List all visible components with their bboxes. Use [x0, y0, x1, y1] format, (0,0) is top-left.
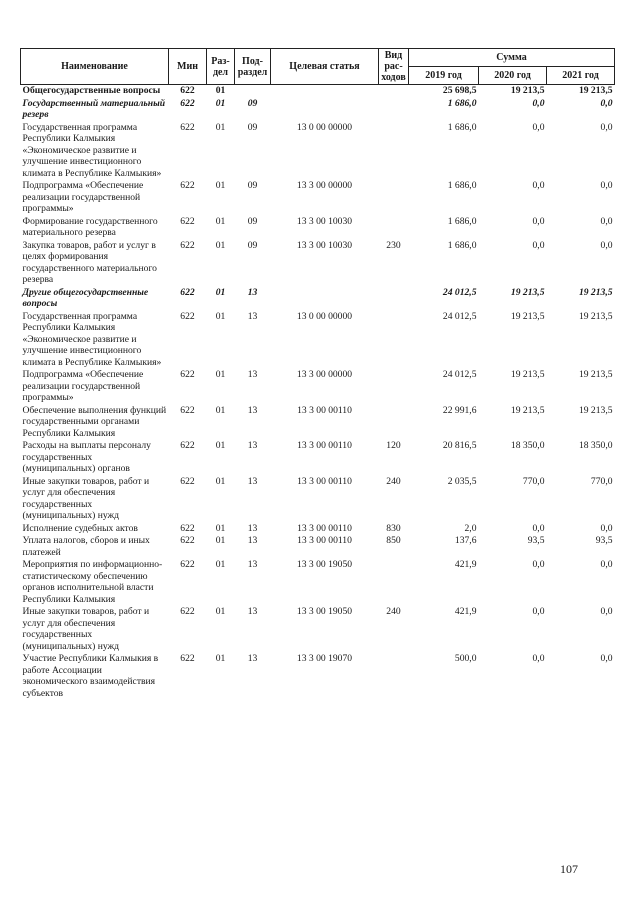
row-sum-2020: 0,0 [532, 121, 545, 133]
row-vid [379, 215, 409, 239]
row-name: Формирование государственного материального резерва [22, 215, 158, 238]
row-sum-2019: 20 816,5 [442, 440, 477, 451]
header-2021: 2021 год [547, 67, 615, 85]
row-razdel: 01 [215, 606, 226, 617]
row-statya: 13 3 00 00110 [297, 404, 352, 416]
row-podrazdel: 13 [247, 286, 258, 298]
table-row [21, 215, 615, 239]
row-sum-2021: 19 213,5 [578, 310, 613, 322]
row-sum-2019: 2 035,5 [447, 475, 477, 487]
row-vid [379, 121, 409, 180]
row-sum-2020: 0,0 [532, 653, 545, 664]
row-vid: 230 [386, 239, 401, 251]
row-razdel: 01 [215, 97, 226, 109]
row-name: Государственная программа Республики Калмыкия «Экономическое развитие и улучшение инвестиционного климата в Республике Калмыкия» [22, 310, 162, 368]
row-podrazdel: 09 [247, 121, 258, 133]
row-podrazdel: 13 [247, 606, 258, 617]
row-name: Закупка товаров, работ и услуг в целях формирования государственного материального резерва [22, 239, 157, 285]
row-statya: 13 3 00 19050 [296, 606, 353, 617]
row-podrazdel: 09 [247, 215, 258, 227]
row-sum-2021: 0,0 [600, 121, 613, 133]
row-sum-2019: 1 686,0 [447, 239, 477, 251]
row-sum-2021: 770,0 [590, 475, 613, 487]
row-vid: 240 [386, 606, 401, 617]
row-sum-2020: 19 213,5 [510, 85, 545, 96]
table-row [21, 121, 615, 180]
row-name: Обеспечение выполнения функций государственными органами Республики Калмыкия [22, 404, 167, 439]
row-vid: 850 [386, 535, 401, 546]
row-min: 622 [180, 653, 195, 664]
row-vid [379, 179, 409, 215]
row-podrazdel: 13 [247, 440, 258, 451]
row-name: Мероприятия по информационно-статистическому обеспечению органов исполнительной власти Республики Калмыкия [22, 559, 163, 605]
row-razdel: 01 [215, 522, 226, 534]
header-razdel: Раз-дел [207, 49, 235, 85]
budget-table [20, 48, 615, 699]
row-sum-2019: 1 686,0 [447, 215, 477, 227]
row-sum-2020: 19 213,5 [510, 404, 545, 416]
row-statya: 13 3 00 00000 [296, 369, 353, 380]
row-min: 622 [180, 559, 195, 570]
row-sum-2021: 0,0 [600, 522, 613, 534]
row-sum-2021: 19 213,5 [578, 404, 613, 416]
table-row [21, 475, 615, 522]
row-sum-2019: 1 686,0 [447, 97, 477, 109]
row-statya: 13 3 00 19050 [296, 559, 353, 570]
row-statya [271, 97, 379, 121]
table-row [21, 85, 615, 97]
row-vid [379, 652, 409, 699]
row-podrazdel: 13 [247, 404, 258, 416]
table-row [21, 179, 615, 215]
row-sum-2021: 0,0 [600, 239, 613, 251]
table-row [21, 439, 615, 475]
row-name: Государственный материальный резерв [22, 97, 166, 120]
row-razdel: 01 [215, 475, 226, 487]
row-sum-2019: 1 686,0 [447, 121, 477, 133]
table-row [21, 286, 615, 310]
row-sum-2020: 770,0 [522, 475, 545, 487]
table-row [21, 534, 615, 558]
row-min: 622 [180, 239, 195, 251]
table-row [21, 605, 615, 652]
table-row [21, 310, 615, 369]
row-sum-2020: 93,5 [527, 535, 545, 546]
row-razdel: 01 [215, 559, 226, 570]
row-sum-2021: 19 213,5 [578, 85, 613, 96]
row-statya [271, 286, 379, 310]
header-name: Наименование [21, 49, 169, 85]
row-vid: 120 [386, 440, 401, 451]
table-row [21, 404, 615, 440]
row-sum-2020: 18 350,0 [510, 440, 545, 451]
row-podrazdel: 09 [247, 180, 258, 191]
table-body [21, 85, 615, 700]
row-sum-2020: 0,0 [532, 522, 545, 534]
row-podrazdel: 09 [247, 239, 258, 251]
row-statya: 13 0 00 00000 [296, 310, 353, 322]
row-vid: 240 [386, 475, 401, 487]
row-name: Участие Республики Калмыкия в работе Ассоциации экономического взаимодействия субъектов [22, 653, 159, 699]
row-razdel: 01 [215, 180, 226, 191]
row-name: Иные закупки товаров, работ и услуг для обеспечения государственных (муниципальных) нужд [22, 606, 150, 652]
table-row [21, 97, 615, 121]
row-razdel: 01 [215, 85, 226, 96]
header-vid: Вид рас-ходов [379, 49, 409, 85]
row-vid [379, 97, 409, 121]
row-sum-2021: 18 350,0 [578, 440, 613, 451]
row-razdel: 01 [215, 535, 226, 546]
row-razdel: 01 [215, 310, 226, 322]
header-statya: Целевая статья [271, 49, 379, 85]
row-sum-2019: 24 012,5 [442, 369, 477, 380]
row-sum-2021: 19 213,5 [578, 286, 613, 298]
row-vid [379, 85, 409, 97]
row-min: 622 [180, 369, 195, 380]
row-sum-2020: 19 213,5 [510, 286, 545, 298]
row-podrazdel: 13 [247, 653, 258, 664]
row-statya: 13 3 00 00110 [297, 475, 352, 487]
row-podrazdel: 13 [247, 535, 258, 546]
row-sum-2019: 24 012,5 [442, 310, 477, 322]
row-sum-2019: 24 012,5 [442, 286, 477, 298]
table-row [21, 522, 615, 535]
row-min: 622 [180, 475, 195, 487]
row-razdel: 01 [215, 239, 226, 251]
row-statya: 13 0 00 00000 [296, 121, 353, 133]
row-podrazdel: 13 [247, 522, 258, 534]
row-statya: 13 3 00 00110 [297, 440, 352, 451]
row-podrazdel: 13 [247, 559, 258, 570]
row-name: Подпрограмма «Обеспечение реализации государственной программы» [22, 180, 144, 214]
row-min: 622 [180, 310, 195, 322]
row-podrazdel: 13 [247, 310, 258, 322]
row-sum-2021: 93,5 [595, 535, 613, 546]
row-statya: 13 3 00 00110 [297, 535, 352, 546]
page-number: 107 [560, 862, 578, 876]
row-vid [379, 310, 409, 369]
row-min: 622 [180, 606, 195, 617]
row-min: 622 [180, 286, 195, 298]
row-min: 622 [180, 97, 195, 109]
row-razdel: 01 [215, 286, 226, 298]
row-name: Подпрограмма «Обеспечение реализации государственной программы» [22, 369, 144, 403]
header-summa: Сумма [409, 49, 615, 67]
row-sum-2019: 1 686,0 [447, 180, 477, 191]
row-statya: 13 3 00 19070 [296, 653, 353, 664]
row-sum-2019: 25 698,5 [442, 85, 477, 96]
row-min: 622 [180, 522, 195, 534]
row-name: Общегосударственные вопросы [22, 85, 161, 96]
row-sum-2019: 137,6 [454, 535, 477, 546]
row-name: Расходы на выплаты персоналу государственных (муниципальных) органов [22, 440, 151, 474]
row-razdel: 01 [215, 121, 226, 133]
row-podrazdel: 13 [247, 369, 258, 380]
row-razdel: 01 [215, 440, 226, 451]
row-razdel: 01 [215, 369, 226, 380]
row-sum-2020: 0,0 [532, 97, 545, 109]
row-vid [379, 404, 409, 440]
row-name: Исполнение судебных актов [22, 522, 138, 534]
row-razdel: 01 [215, 653, 226, 664]
table-row [21, 652, 615, 699]
row-sum-2020: 0,0 [532, 215, 545, 227]
row-sum-2020: 0,0 [532, 606, 545, 617]
table-row [21, 239, 615, 286]
row-statya: 13 3 00 10030 [296, 215, 353, 227]
row-min: 622 [180, 440, 195, 451]
row-sum-2020: 0,0 [532, 180, 545, 191]
header-min: Мин [169, 49, 207, 85]
row-statya [271, 85, 379, 97]
table-header-row [21, 49, 615, 67]
row-razdel: 01 [215, 215, 226, 227]
row-razdel: 01 [215, 404, 226, 416]
row-name: Уплата налогов, сборов и иных платежей [22, 535, 150, 558]
row-vid: 830 [386, 522, 401, 534]
table-row [21, 558, 615, 605]
row-sum-2021: 0,0 [600, 653, 613, 664]
row-sum-2019: 500,0 [454, 653, 477, 664]
row-min: 622 [180, 180, 195, 191]
row-sum-2020: 19 213,5 [510, 369, 545, 380]
row-min: 622 [180, 215, 195, 227]
row-sum-2021: 0,0 [600, 215, 613, 227]
row-min: 622 [180, 85, 195, 96]
row-sum-2021: 0,0 [600, 606, 613, 617]
row-sum-2021: 19 213,5 [578, 369, 613, 380]
row-statya: 13 3 00 00000 [296, 180, 353, 191]
row-min: 622 [180, 121, 195, 133]
row-podrazdel: 09 [247, 97, 258, 109]
row-sum-2020: 19 213,5 [510, 310, 545, 322]
row-sum-2019: 421,9 [454, 559, 477, 570]
row-min: 622 [180, 535, 195, 546]
row-vid [379, 558, 409, 605]
row-sum-2021: 0,0 [600, 180, 613, 191]
row-statya: 13 3 00 00110 [297, 522, 352, 534]
row-sum-2021: 0,0 [600, 97, 613, 109]
row-sum-2020: 0,0 [532, 239, 545, 251]
row-vid [379, 368, 409, 404]
row-podrazdel [235, 85, 271, 97]
header-podrazdel: Под-раздел [235, 49, 271, 85]
row-podrazdel: 13 [247, 475, 258, 487]
row-name: Другие общегосударственные вопросы [22, 286, 149, 309]
row-sum-2019: 421,9 [454, 606, 477, 617]
header-2020: 2020 год [479, 67, 547, 85]
row-sum-2019: 22 991,6 [442, 404, 477, 416]
table-row [21, 368, 615, 404]
header-2019: 2019 год [409, 67, 479, 85]
row-sum-2019: 2,0 [464, 522, 477, 534]
row-sum-2021: 0,0 [600, 559, 613, 570]
row-sum-2020: 0,0 [532, 559, 545, 570]
row-statya: 13 3 00 10030 [296, 239, 353, 251]
row-name: Иные закупки товаров, работ и услуг для обеспечения государственных (муниципальных) нужд [22, 475, 150, 521]
row-name: Государственная программа Республики Калмыкия «Экономическое развитие и улучшение инвестиционного климата в Республике Калмыкия» [22, 121, 162, 179]
row-min: 622 [180, 404, 195, 416]
row-vid [379, 286, 409, 310]
